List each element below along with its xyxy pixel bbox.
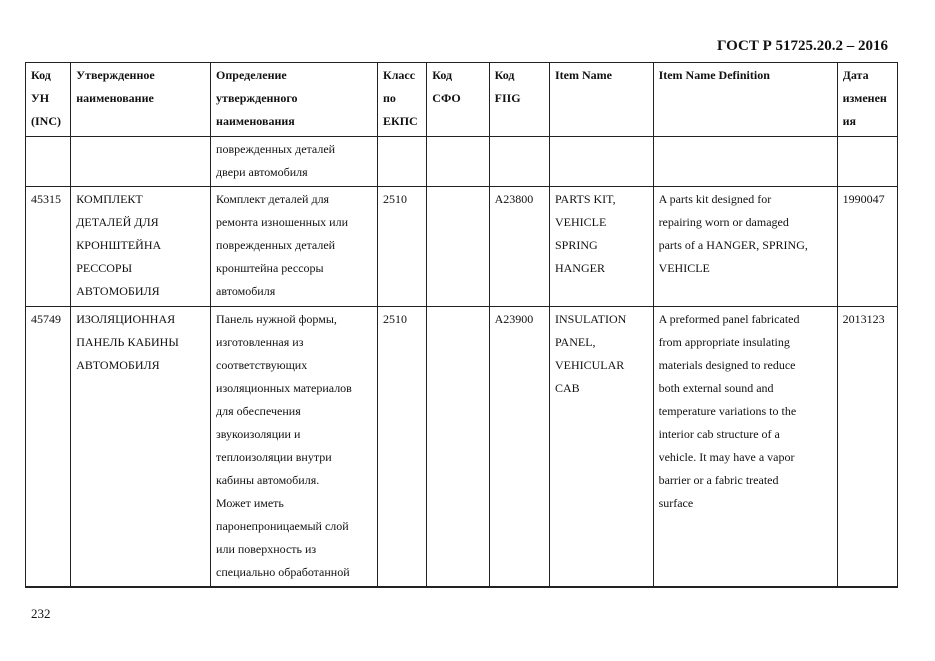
cell-inc <box>26 187 71 307</box>
cell-line: A23800 <box>494 192 534 206</box>
cell-line: ремонта изношенных или <box>216 215 348 229</box>
cell-line: двери автомобиля <box>216 165 308 179</box>
header-definition <box>211 63 378 137</box>
header-ekps-class <box>378 63 427 137</box>
cell-line: interior cab structure of a <box>658 427 780 441</box>
cell-item-name-definition <box>653 187 837 307</box>
cell-line: 45749 <box>31 312 61 326</box>
registry-table <box>25 62 898 588</box>
cell-line: parts of a HANGER, SPRING, <box>658 238 808 252</box>
cell-line: ПАНЕЛЬ КАБИНЫ <box>76 335 179 349</box>
cell-line: vehicle. It may have a vapor <box>658 450 795 464</box>
document-title: ГОСТ Р 51725.20.2 – 2016 <box>716 38 888 54</box>
header-item-name-definition <box>653 63 837 137</box>
header-line: изменен <box>842 91 887 105</box>
cell-line: АВТОМОБИЛЯ <box>76 358 160 372</box>
cell-line: ИЗОЛЯЦИОННАЯ <box>76 312 176 326</box>
header-line: наименования <box>216 114 295 128</box>
header-line: Определение <box>216 68 287 82</box>
header-line: Код <box>494 68 515 82</box>
header-line: Утвержденное <box>76 68 155 82</box>
cell-line: CAB <box>554 381 580 395</box>
cell-line: звукоизоляции и <box>216 427 301 441</box>
cell-line: from appropriate insulating <box>658 335 790 349</box>
cell-approved-name <box>71 137 211 187</box>
cell-line: barrier or a fabric treated <box>658 473 779 487</box>
cell-inc <box>26 137 71 187</box>
cell-line: 2510 <box>383 192 407 206</box>
cell-line: PARTS KIT, <box>554 192 616 206</box>
cell-sfo-code <box>427 137 489 187</box>
cell-line: КРОНШТЕЙНА <box>76 238 162 252</box>
cell-line: соответствующих <box>216 358 308 372</box>
header-fiig-code <box>489 63 549 137</box>
cell-line: A parts kit designed for <box>658 192 772 206</box>
header-line: (INC) <box>31 114 61 128</box>
cell-line: 2013123 <box>842 312 885 326</box>
cell-line: теплоизоляции внутри <box>216 450 332 464</box>
cell-line: изоляционных материалов <box>216 381 352 395</box>
page-number: 232 <box>31 606 51 621</box>
cell-item-name <box>549 307 653 587</box>
header-line: УН <box>31 91 50 105</box>
header-line: Дата <box>842 68 869 82</box>
cell-line: АВТОМОБИЛЯ <box>76 284 160 298</box>
cell-item-name <box>549 187 653 307</box>
cell-line: РЕССОРЫ <box>76 261 133 275</box>
header-item-name <box>549 63 653 137</box>
cell-line: Комплект деталей для <box>216 192 330 206</box>
cell-line: PANEL, <box>554 335 596 349</box>
cell-line: поврежденных деталей <box>216 238 336 252</box>
cell-line: изготовленная из <box>216 335 304 349</box>
cell-change-date <box>837 137 897 187</box>
cell-definition <box>211 187 378 307</box>
header-inc <box>26 63 71 137</box>
cell-item-name <box>549 137 653 187</box>
cell-line: VEHICLE <box>658 261 710 275</box>
cell-sfo-code <box>427 187 489 307</box>
header-line: Item Name Definition <box>658 68 770 82</box>
cell-line: кронштейна рессоры <box>216 261 324 275</box>
cell-line: 45315 <box>31 192 61 206</box>
cell-change-date <box>837 187 897 307</box>
cell-definition <box>211 307 378 587</box>
cell-line: materials designed to reduce <box>658 358 796 372</box>
header-sfo-code <box>427 63 489 137</box>
header-line: СФО <box>432 91 461 105</box>
table-header-row <box>26 63 898 137</box>
cell-approved-name <box>71 187 211 307</box>
cell-line: автомобиля <box>216 284 276 298</box>
cell-line: специально обработанной <box>216 565 350 579</box>
header-line: Код <box>31 68 51 82</box>
cell-line: repairing worn or damaged <box>658 215 789 229</box>
header-line: Item Name <box>554 68 612 82</box>
header-line: Код <box>432 68 453 82</box>
header-line: утвержденного <box>216 91 298 105</box>
header-line: наименование <box>76 91 154 105</box>
cell-line: VEHICLE <box>554 215 607 229</box>
cell-line: both external sound and <box>658 381 774 395</box>
header-line: ЕКПС <box>383 114 418 128</box>
cell-line: или поверхность из <box>216 542 317 556</box>
cell-fiig-code <box>489 187 549 307</box>
table-row <box>26 137 898 187</box>
cell-change-date <box>837 307 897 587</box>
cell-line: Может иметь <box>216 496 284 510</box>
cell-ekps-class <box>378 307 427 587</box>
cell-line: 2510 <box>383 312 407 326</box>
cell-line: A preformed panel fabricated <box>658 312 800 326</box>
cell-line: INSULATION <box>554 312 627 326</box>
cell-ekps-class <box>378 137 427 187</box>
header-approved-name <box>71 63 211 137</box>
header-line: Класс <box>383 68 416 82</box>
cell-sfo-code <box>427 307 489 587</box>
cell-line: HANGER <box>554 261 605 275</box>
cell-line: 1990047 <box>842 192 885 206</box>
cell-fiig-code <box>489 307 549 587</box>
cell-line: SPRING <box>554 238 598 252</box>
cell-line: для обеспечения <box>216 404 301 418</box>
table-row <box>26 187 898 307</box>
cell-inc <box>26 307 71 587</box>
cell-line: кабины автомобиля. <box>216 473 320 487</box>
cell-line: ДЕТАЛЕЙ ДЛЯ <box>76 215 159 229</box>
header-line: по <box>383 91 396 105</box>
header-line: ия <box>842 114 857 128</box>
cell-line: VEHICULAR <box>554 358 625 372</box>
cell-line: КОМПЛЕКТ <box>76 192 143 206</box>
cell-ekps-class <box>378 187 427 307</box>
header-line: FIIG <box>494 91 521 105</box>
cell-line: поврежденных деталей <box>216 142 336 156</box>
cell-line: Панель нужной формы, <box>216 312 337 326</box>
header-change-date <box>837 63 897 137</box>
cell-line: паронепроницаемый слой <box>216 519 349 533</box>
cell-line: A23900 <box>494 312 534 326</box>
cell-line: surface <box>658 496 694 510</box>
cell-item-name-definition <box>653 137 837 187</box>
cell-approved-name <box>71 307 211 587</box>
table-row <box>26 307 898 587</box>
cell-line: temperature variations to the <box>658 404 797 418</box>
cell-item-name-definition <box>653 307 837 587</box>
cell-definition <box>211 137 378 187</box>
cell-fiig-code <box>489 137 549 187</box>
